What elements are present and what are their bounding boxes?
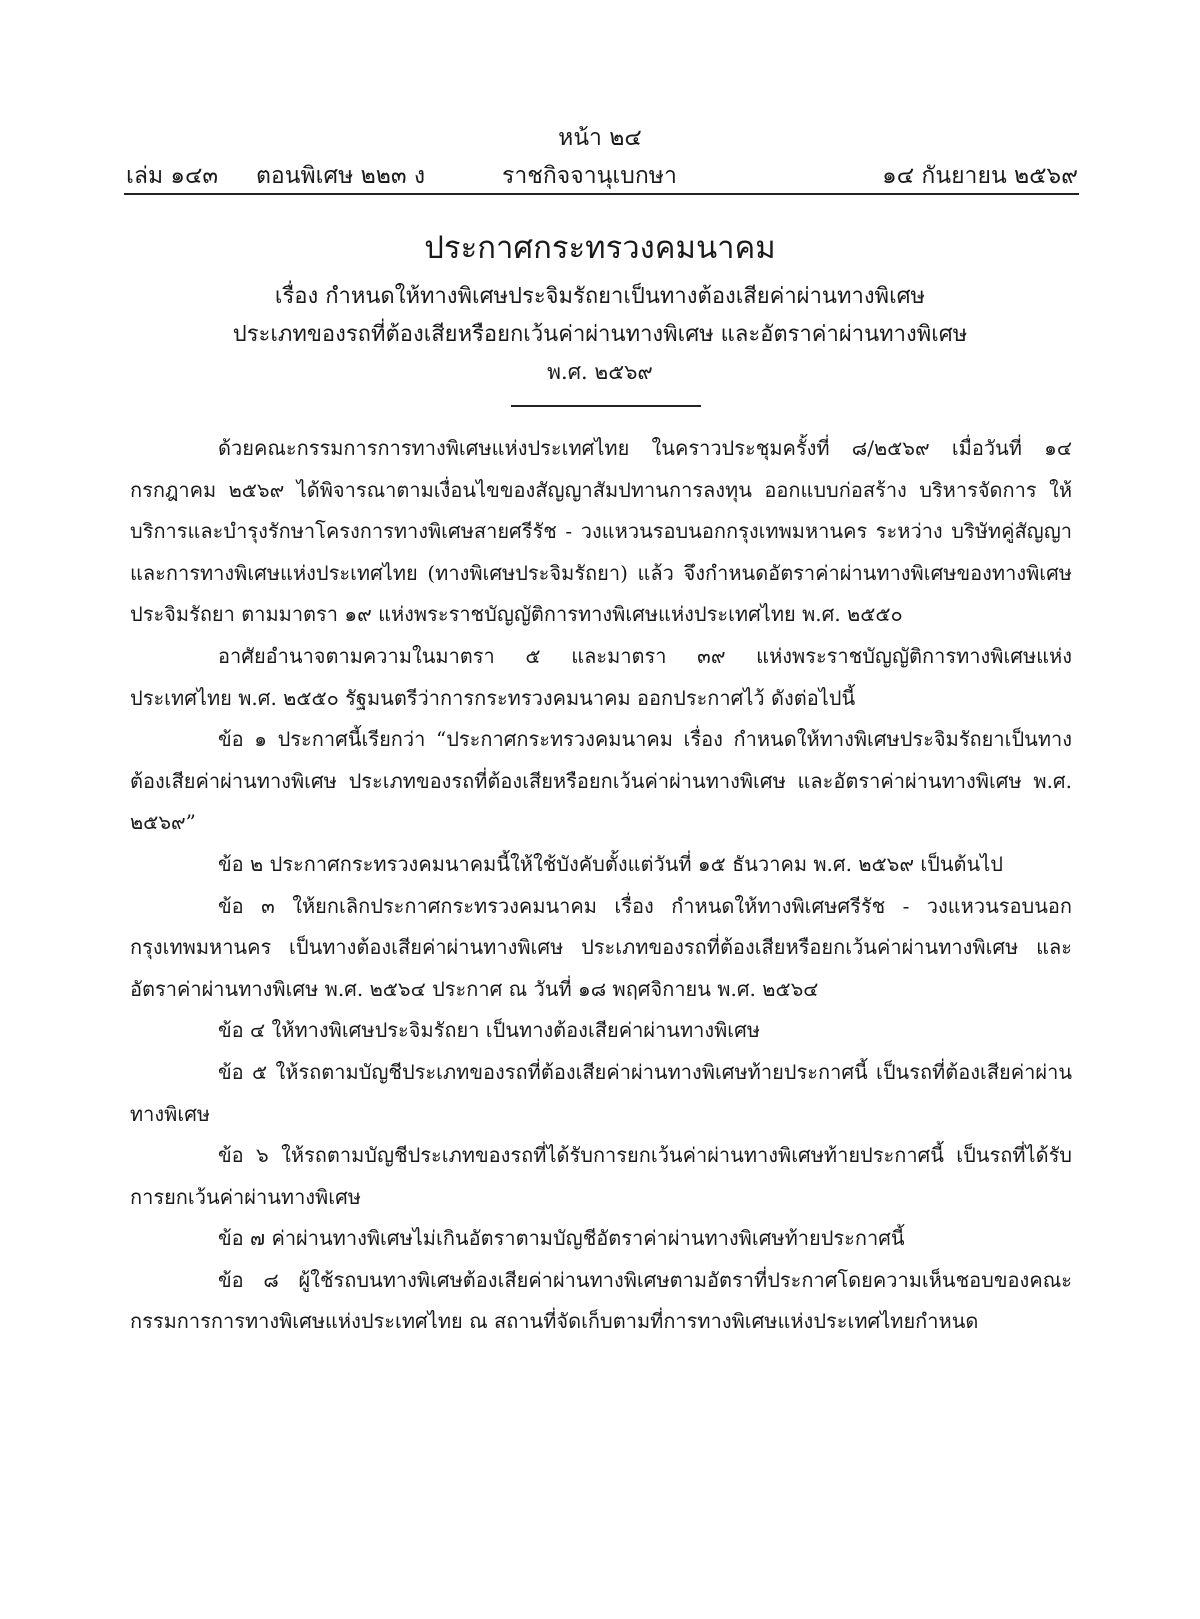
gazette-header [126,158,1078,192]
announcement-body [130,428,1072,1343]
body-paragraph: อาศัยอำนาจตามความในมาตรา ๕ และมาตรา ๓๙ แห่งพระราชบัญญัติการทางพิเศษแห่งประเทศไทย พ.ศ. ๒๕๕๐ รัฐมนตรีว่าการกระทรวงคมนาคม ออกประกาศไว้ ดังต่อไปนี้ [130,643,1072,710]
clause-paragraph: ข้อ ๕ ให้รถตามบัญชีประเภทของรถที่ต้องเสียค่าผ่านทางพิเศษท้ายประกาศนี้ เป็นรถที่ต้องเสียค่าผ่านทางพิเศษ [130,1059,1072,1126]
announcement-title: ประกาศกระทรวงคมนาคม [424,230,776,266]
clause-paragraph: ข้อ ๖ ให้รถตามบัญชีประเภทของรถที่ได้รับการยกเว้นค่าผ่านทางพิเศษท้ายประกาศนี้ เป็นรถที่ได้รับการยกเว้นค่าผ่านทางพิเศษ [130,1143,1072,1209]
clause-paragraph: ข้อ ๓ ให้ยกเลิกประกาศกระทรวงคมนาคม เรื่อง กำหนดให้ทางพิเศษศรีรัช - วงแหวนรอบนอกกรุงเทพมหานคร เป็นทางต้องเสียค่าผ่านทางพิเศษ ประเภทของรถที่ต้องเสียหรือยกเว้นค่าผ่านทางพิเศษ และอัตราค่าผ่านทางพิเศษ พ.ศ. ๒๕๖๔ ประกาศ ณ วันที่ ๑๘ พฤศจิกายน พ.ศ. ๒๕๖๔ [130,893,1072,1001]
header-divider [124,193,1079,195]
clause-paragraph: ข้อ ๔ ให้ทางพิเศษประจิมรัถยา เป็นทางต้องเสียค่าผ่านทางพิเศษ [218,1018,761,1043]
announcement-year: พ.ศ. ๒๕๖๙ [547,360,653,384]
clause-paragraph: ข้อ ๑ ประกาศนี้เรียกว่า “ประกาศกระทรวงคมนาคม เรื่อง กำหนดให้ทางพิเศษประจิมรัถยาเป็นทางต้องเสียค่าผ่านทางพิเศษ ประเภทของรถที่ต้องเสียหรือยกเว้นค่าผ่านทางพิเศษ และอัตราค่าผ่านทางพิเศษ พ.ศ. ๒๕๖๙” [130,727,1072,835]
clause-paragraph: ข้อ ๗ ค่าผ่านทางพิเศษไม่เกินอัตราตามบัญชีอัตราค่าผ่านทางพิเศษท้ายประกาศนี้ [218,1226,905,1251]
section-number: ตอนพิเศษ ๒๒๓ ง [256,163,426,189]
announcement-subject [0,278,1200,354]
subject-line: เรื่อง กำหนดให้ทางพิเศษประจิมรัถยาเป็นทางต้องเสียค่าผ่านทางพิเศษ [274,284,926,309]
gazette-name: ราชกิจจานุเบกษา [502,163,677,189]
clause-paragraph: ข้อ ๘ ผู้ใช้รถบนทางพิเศษต้องเสียค่าผ่านทางพิเศษตามอัตราที่ประกาศโดยความเห็นชอบของคณะกรรมการการทางพิเศษแห่งประเทศไทย ณ สถานที่จัดเก็บตามที่การทางพิเศษแห่งประเทศไทยกำหนด [130,1267,1072,1334]
subject-line: ประเภทของรถที่ต้องเสียหรือยกเว้นค่าผ่านทางพิเศษ และอัตราค่าผ่านทางพิเศษ [232,322,968,347]
publication-date: ๑๔ กันยายน ๒๕๖๙ [882,163,1078,189]
title-divider [511,405,701,407]
clause-paragraph: ข้อ ๒ ประกาศกระทรวงคมนาคมนี้ให้ใช้บังคับตั้งแต่วันที่ ๑๕ ธันวาคม พ.ศ. ๒๕๖๙ เป็นต้นไป [218,851,1003,876]
volume-number: เล่ม ๑๔๓ [126,163,219,189]
body-paragraph: ด้วยคณะกรรมการการทางพิเศษแห่งประเทศไทย ในคราวประชุมครั้งที่ ๘/๒๕๖๙ เมื่อวันที่ ๑๔ กรกฎาคม ๒๕๖๙ ได้พิจารณาตามเงื่อนไขของสัญญาสัมปทานการลงทุน ออกแบบก่อสร้าง บริหารจัดการ ให้บริการและบำรุงรักษาโครงการทางพิเศษสายศรีรัช - วงแหวนรอบนอกกรุงเทพมหานคร ระหว่าง บริษัทคู่สัญญาและการทางพิเศษแห่งประเทศไทย (ทางพิเศษประจิมรัถยา) แล้ว จึงกำหนดอัตราค่าผ่านทางพิเศษของทางพิเศษประจิมรัถยา ตามมาตรา ๑๙ แห่งพระราชบัญญัติการทางพิเศษแห่งประเทศไทย พ.ศ. ๒๕๕๐ [130,436,1072,627]
page-number: หน้า ๒๔ [558,125,642,151]
